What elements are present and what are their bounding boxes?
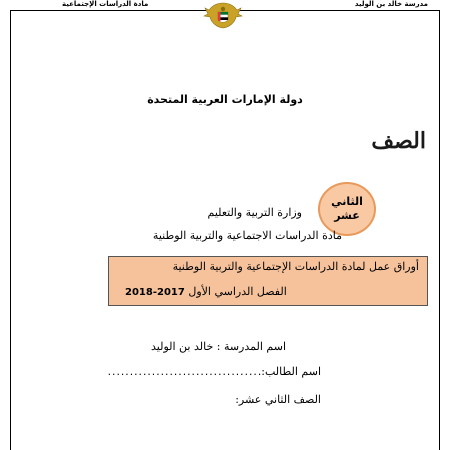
subject-header: مادة الدراسات الإجتماعية <box>62 0 149 8</box>
student-name-field <box>107 365 321 378</box>
student-name-blank[interactable]: ................................... <box>106 368 262 378</box>
grade-badge-line1: الثاني <box>331 195 363 208</box>
school-header: مدرسة خالد بن الوليد <box>354 0 428 8</box>
banner-semester-text: الفصل الدراسي الأول <box>184 285 287 298</box>
banner-semester <box>125 285 287 298</box>
grade-badge <box>318 182 376 236</box>
subject-name: مادة الدراسات الاجتماعية والتربية الوطنية <box>152 229 342 242</box>
ministry-name: وزارة التربية والتعليم <box>207 206 302 219</box>
banner-title: أوراق عمل لمادة الدراسات الإجتماعية والتربية الوطنية <box>172 260 419 273</box>
school-name-field: اسم المدرسة : خالد بن الوليد <box>151 340 286 353</box>
country-title: دولة الإمارات العربية المتحدة <box>147 93 303 106</box>
student-name-label: اسم الطالب: <box>261 365 321 378</box>
banner-year: 2017-2018 <box>125 287 185 298</box>
grade-badge-line2: عشر <box>334 209 360 222</box>
grade-heading: الصف <box>371 128 426 154</box>
title-banner <box>108 256 428 306</box>
uae-emblem-icon <box>203 0 243 30</box>
class-field: الصف الثاني عشر: <box>235 393 321 406</box>
